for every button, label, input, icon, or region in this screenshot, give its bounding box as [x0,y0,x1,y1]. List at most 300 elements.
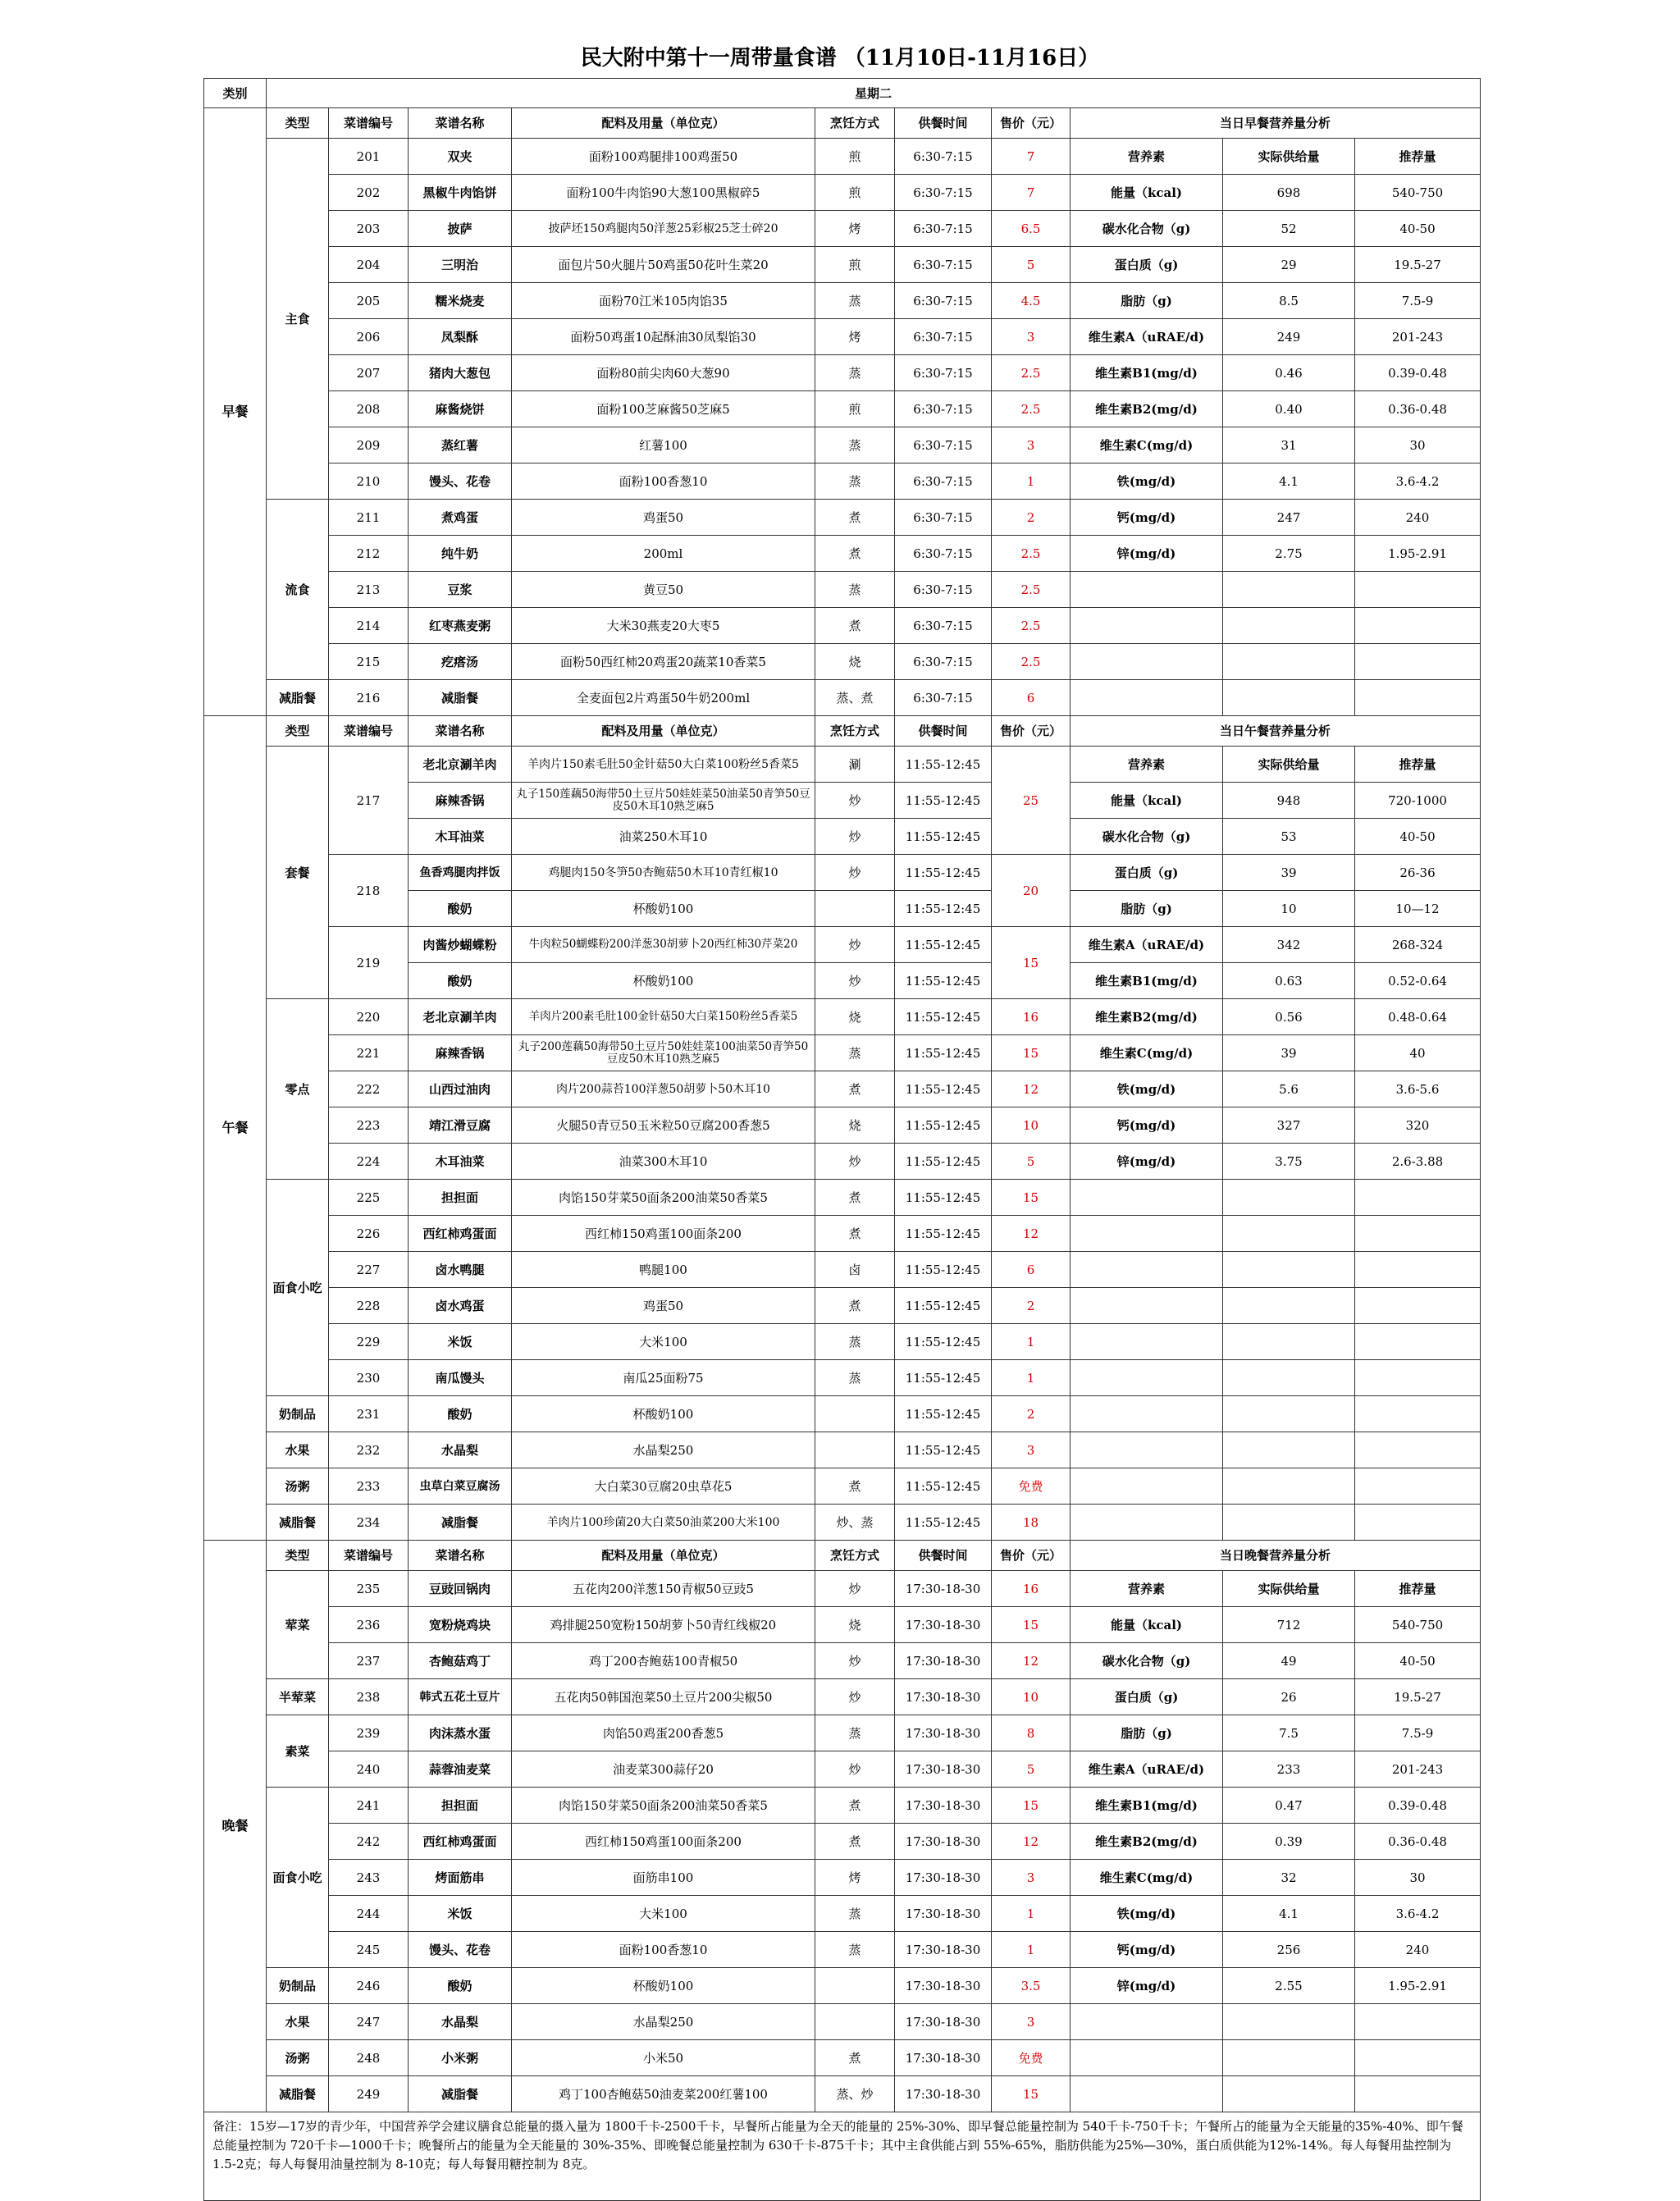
dish-name: 麻辣香锅 [409,1035,512,1071]
cooking-method: 煮 [815,608,895,644]
dish-name: 小米粥 [409,2040,512,2076]
dish-ingredients: 油菜250木耳10 [512,819,815,855]
serving-time: 6:30-7:15 [895,319,992,355]
table-row [204,999,1481,1035]
dish-ingredients: 南瓜25面粉75 [512,1360,815,1396]
dish-ingredients: 鸡排腿250宽粉150胡萝卜50青红线椒20 [512,1607,815,1643]
weekly-menu-table [203,78,1481,2201]
cooking-method: 煎 [815,139,895,175]
nutrient-actual: 31 [1223,427,1355,463]
nutrient-actual: 10 [1223,891,1355,927]
empty-cell [1071,1468,1223,1505]
serving-time: 11:55-12:45 [895,1252,992,1288]
col-header-method: 烹饪方式 [815,108,895,139]
nutrient-actual: 4.1 [1223,1896,1355,1932]
dish-ingredients: 西红柿150鸡蛋100面条200 [512,1216,815,1252]
empty-cell [1355,2076,1481,2112]
col-header-time: 供餐时间 [895,108,992,139]
dish-name: 豆浆 [409,572,512,608]
dish-price: 15 [992,1035,1071,1071]
dish-price: 1 [992,1896,1071,1932]
dish-name: 鱼香鸡腿肉拌饭 [409,855,512,891]
serving-time: 11:55-12:45 [895,999,992,1035]
nutrient-name: 维生素B2(mg/d) [1071,999,1223,1035]
nutrient-recommended: 40-50 [1355,211,1481,247]
dish-name: 纯牛奶 [409,536,512,572]
nutrient-name: 碳水化合物（g) [1071,819,1223,855]
cooking-method: 炒 [815,783,895,819]
nutrient-actual: 256 [1223,1932,1355,1968]
dish-ingredients: 面粉100鸡腿排100鸡蛋50 [512,139,815,175]
dish-ingredients: 大米30燕麦20大枣5 [512,608,815,644]
dish-ingredients: 肉馅150芽菜50面条200油菜50香菜5 [512,1788,815,1824]
cooking-method: 煎 [815,391,895,427]
empty-cell [1355,680,1481,716]
dish-code: 214 [329,608,409,644]
cooking-method: 煮 [815,1216,895,1252]
dish-ingredients: 火腿50青豆50玉米粒50豆腐200香葱5 [512,1107,815,1144]
dish-ingredients: 大米100 [512,1896,815,1932]
nutrient-actual: 26 [1223,1679,1355,1715]
group-type: 套餐 [267,747,329,999]
dish-code: 241 [329,1788,409,1824]
dish-code: 226 [329,1216,409,1252]
nutrient-actual: 39 [1223,1035,1355,1071]
cooking-method: 炒 [815,963,895,999]
empty-cell [1223,1324,1355,1360]
cooking-method: 蒸 [815,1896,895,1932]
col-header-method: 烹饪方式 [815,1541,895,1571]
nutrient-recommended: 3.6-4.2 [1355,1896,1481,1932]
nutrient-actual: 52 [1223,211,1355,247]
cooking-method: 蒸、炒 [815,2076,895,2112]
dish-code: 208 [329,391,409,427]
dish-name: 酸奶 [409,891,512,927]
cooking-method: 煮 [815,1288,895,1324]
dish-name: 西红柿鸡蛋面 [409,1824,512,1860]
dish-code: 223 [329,1107,409,1144]
nutrient-name: 钙(mg/d) [1071,1107,1223,1144]
table-row [204,1571,1481,1607]
serving-time: 17:30-18-30 [895,1607,992,1643]
nutrient-recommended: 540-750 [1355,175,1481,211]
empty-cell [1071,608,1223,644]
dish-ingredients: 200ml [512,536,815,572]
nutrient-recommended: 201-243 [1355,1751,1481,1788]
dish-code: 232 [329,1432,409,1468]
group-type: 水果 [267,1432,329,1468]
serving-time: 17:30-18-30 [895,1643,992,1679]
empty-cell [1355,1252,1481,1288]
dish-ingredients: 黄豆50 [512,572,815,608]
dish-ingredients: 牛肉粒50蝴蝶粉200洋葱30胡萝卜20西红柿30芹菜20 [512,927,815,963]
nutrient-recommended: 10—12 [1355,891,1481,927]
dish-ingredients: 鸡丁100杏鲍菇50油麦菜200红薯100 [512,2076,815,2112]
col-header-price: 售价（元） [992,108,1071,139]
table-row [204,1679,1481,1715]
table-row [204,1715,1481,1751]
nutrient-recommended: 0.39-0.48 [1355,1788,1481,1824]
dish-code: 206 [329,319,409,355]
dish-price: 6.5 [992,211,1071,247]
group-type: 荤菜 [267,1571,329,1679]
serving-time: 17:30-18-30 [895,2004,992,2040]
nutrient-actual: 49 [1223,1643,1355,1679]
nutrient-name: 蛋白质（g) [1071,855,1223,891]
dish-name: 酸奶 [409,963,512,999]
empty-cell [1071,1505,1223,1541]
dish-name: 韩式五花土豆片 [409,1679,512,1715]
dish-name: 双夹 [409,139,512,175]
dish-ingredients: 五花肉200洋葱150青椒50豆豉5 [512,1571,815,1607]
nutrient-recommended: 3.6-4.2 [1355,463,1481,500]
dish-name: 麻酱烧饼 [409,391,512,427]
nutrient-recommended: 40-50 [1355,1643,1481,1679]
table-row [204,1607,1481,1643]
serving-time: 11:55-12:45 [895,1035,992,1071]
dish-ingredients: 肉馅150芽菜50面条200油菜50香菜5 [512,1180,815,1216]
empty-cell [1071,1288,1223,1324]
cooking-method: 煮 [815,1788,895,1824]
cooking-method [815,1968,895,2004]
nutrient-recommended: 0.39-0.48 [1355,355,1481,391]
nutrient-recommended: 720-1000 [1355,783,1481,819]
nutrient-name: 维生素B2(mg/d) [1071,1824,1223,1860]
col-header-type: 类型 [267,1541,329,1571]
dish-price: 2.5 [992,536,1071,572]
dish-name: 肉酱炒蝴蝶粉 [409,927,512,963]
dish-price: 2 [992,500,1071,536]
dish-code: 211 [329,500,409,536]
dish-name: 馒头、花卷 [409,1932,512,1968]
dish-code: 212 [329,536,409,572]
nutrient-name: 维生素C(mg/d) [1071,427,1223,463]
dish-price: 3.5 [992,1968,1071,2004]
dish-ingredients: 丸子200莲藕50海带50土豆片50娃娃菜100油菜50青笋50豆皮50木耳10熟芝麻5 [512,1035,815,1071]
dish-ingredients: 面粉100香葱10 [512,1932,815,1968]
col-header-ingredients: 配料及用量（单位克） [512,1541,815,1571]
serving-time: 17:30-18-30 [895,1571,992,1607]
nutrient-recommended: 1.95-2.91 [1355,536,1481,572]
dish-name: 烤面筋串 [409,1860,512,1896]
dish-name: 减脂餐 [409,680,512,716]
nutrient-name: 维生素A（uRAE/d) [1071,1751,1223,1788]
dish-code: 245 [329,1932,409,1968]
cooking-method: 蒸 [815,463,895,500]
dish-code: 233 [329,1468,409,1505]
nutrient-recommended: 1.95-2.91 [1355,1968,1481,2004]
serving-time: 6:30-7:15 [895,355,992,391]
serving-time: 11:55-12:45 [895,891,992,927]
serving-time: 6:30-7:15 [895,211,992,247]
table-row [204,1396,1481,1432]
empty-cell [1071,644,1223,680]
nutrient-name: 钙(mg/d) [1071,500,1223,536]
dish-code: 220 [329,999,409,1035]
table-row [204,1788,1481,1824]
cooking-method: 炒 [815,855,895,891]
dish-code: 248 [329,2040,409,2076]
empty-cell [1355,1396,1481,1432]
group-type: 奶制品 [267,1968,329,2004]
dish-price: 10 [992,1107,1071,1144]
empty-cell [1223,1432,1355,1468]
dish-ingredients: 面粉100牛肉馅90大葱100黑椒碎5 [512,175,815,211]
serving-time: 11:55-12:45 [895,963,992,999]
cooking-method: 蒸、煮 [815,680,895,716]
serving-time: 6:30-7:15 [895,175,992,211]
nutrition-header-actual: 实际供给量 [1223,139,1355,175]
empty-cell [1071,1216,1223,1252]
table-row [204,747,1481,783]
empty-cell [1223,2040,1355,2076]
dish-name: 馒头、花卷 [409,463,512,500]
table-row [204,427,1481,463]
dish-code: 243 [329,1860,409,1896]
cooking-method [815,891,895,927]
dish-price: 2.5 [992,355,1071,391]
nutrient-recommended: 240 [1355,1932,1481,1968]
cooking-method: 煮 [815,1071,895,1107]
empty-cell [1071,1180,1223,1216]
dish-name: 杏鲍菇鸡丁 [409,1643,512,1679]
serving-time: 11:55-12:45 [895,927,992,963]
nutrient-recommended: 7.5-9 [1355,1715,1481,1751]
dish-ingredients: 面筋串100 [512,1860,815,1896]
dish-price: 16 [992,999,1071,1035]
nutrient-recommended: 0.52-0.64 [1355,963,1481,999]
serving-time: 6:30-7:15 [895,427,992,463]
nutrient-recommended: 540-750 [1355,1607,1481,1643]
nutrient-name: 锌(mg/d) [1071,1144,1223,1180]
nutrition-header-recommended: 推荐量 [1355,1571,1481,1607]
dish-ingredients: 面粉80前尖肉60大葱90 [512,355,815,391]
dish-price: 15 [992,1180,1071,1216]
dish-name: 豆豉回锅肉 [409,1571,512,1607]
cooking-method: 烤 [815,211,895,247]
empty-cell [1355,1180,1481,1216]
cooking-method: 蒸 [815,355,895,391]
dish-price: 1 [992,463,1071,500]
table-row [204,2004,1481,2040]
dish-ingredients: 杯酸奶100 [512,963,815,999]
meal-label: 晚餐 [204,1541,267,2112]
dish-ingredients: 油麦菜300蒜仔20 [512,1751,815,1788]
nutrient-actual: 233 [1223,1751,1355,1788]
nutrient-actual: 7.5 [1223,1715,1355,1751]
col-header-time: 供餐时间 [895,716,992,747]
dish-code: 218 [329,855,409,927]
dish-ingredients: 面粉50西红柿20鸡蛋20蔬菜10香菜5 [512,644,815,680]
empty-cell [1071,680,1223,716]
dish-ingredients: 面包片50火腿片50鸡蛋50花叶生菜20 [512,247,815,283]
dish-name: 卤水鸭腿 [409,1252,512,1288]
group-type: 零点 [267,999,329,1180]
col-header-method: 烹饪方式 [815,716,895,747]
table-row [204,1216,1481,1252]
dish-code: 247 [329,2004,409,2040]
nutrient-recommended: 201-243 [1355,319,1481,355]
nutrient-actual: 5.6 [1223,1071,1355,1107]
dish-price: 3 [992,1432,1071,1468]
nutrient-actual: 948 [1223,783,1355,819]
cooking-method [815,1396,895,1432]
dish-code: 244 [329,1896,409,1932]
table-row [204,2040,1481,2076]
dish-name: 凤梨酥 [409,319,512,355]
serving-time: 11:55-12:45 [895,1216,992,1252]
nutrition-header-nutrient: 营养素 [1071,139,1223,175]
dish-name: 老北京涮羊肉 [409,999,512,1035]
nutrient-recommended: 320 [1355,1107,1481,1144]
group-type: 素菜 [267,1715,329,1788]
serving-time: 6:30-7:15 [895,572,992,608]
group-type: 奶制品 [267,1396,329,1432]
col-header-time: 供餐时间 [895,1541,992,1571]
serving-time: 11:55-12:45 [895,747,992,783]
dish-name: 米饭 [409,1896,512,1932]
dish-price: 7 [992,139,1071,175]
dish-ingredients: 油菜300木耳10 [512,1144,815,1180]
dish-name: 肉沫蒸水蛋 [409,1715,512,1751]
dish-price: 16 [992,1571,1071,1607]
nutrient-recommended: 30 [1355,427,1481,463]
meal-label: 午餐 [204,716,267,1541]
nutrient-name: 蛋白质（g) [1071,1679,1223,1715]
dish-name: 担担面 [409,1788,512,1824]
dish-ingredients: 杯酸奶100 [512,1968,815,2004]
dish-ingredients: 面粉50鸡蛋10起酥油30凤梨馅30 [512,319,815,355]
dish-code: 205 [329,283,409,319]
dish-price: 免费 [992,2040,1071,2076]
dish-code: 222 [329,1071,409,1107]
nutrition-analysis-title: 当日晚餐营养量分析 [1071,1541,1481,1571]
dish-code: 202 [329,175,409,211]
table-row [204,1071,1481,1107]
empty-cell [1223,1396,1355,1432]
dish-ingredients: 肉片200蒜苔100洋葱50胡萝卜50木耳10 [512,1071,815,1107]
nutrient-actual: 29 [1223,247,1355,283]
dish-code: 231 [329,1396,409,1432]
table-row [204,2112,1481,2201]
cooking-method: 卤 [815,1252,895,1288]
nutrient-name: 铁(mg/d) [1071,1896,1223,1932]
nutrient-actual: 32 [1223,1860,1355,1896]
serving-time: 6:30-7:15 [895,680,992,716]
serving-time: 17:30-18-30 [895,2076,992,2112]
nutrient-name: 碳水化合物（g) [1071,1643,1223,1679]
nutrient-name: 维生素A（uRAE/d) [1071,927,1223,963]
nutrient-actual: 53 [1223,819,1355,855]
nutrient-recommended: 0.36-0.48 [1355,1824,1481,1860]
nutrient-name: 能量（kcal) [1071,783,1223,819]
dish-ingredients: 面粉100香葱10 [512,463,815,500]
nutrient-name: 维生素C(mg/d) [1071,1035,1223,1071]
serving-time: 17:30-18-30 [895,1824,992,1860]
dish-code: 234 [329,1505,409,1541]
serving-time: 11:55-12:45 [895,783,992,819]
nutrient-recommended: 0.48-0.64 [1355,999,1481,1035]
dish-price: 2.5 [992,572,1071,608]
cooking-method: 烧 [815,1607,895,1643]
serving-time: 11:55-12:45 [895,1071,992,1107]
dish-price: 6 [992,680,1071,716]
group-type: 汤粥 [267,1468,329,1505]
dish-code: 246 [329,1968,409,2004]
nutrient-actual: 4.1 [1223,463,1355,500]
dish-price: 15 [992,1788,1071,1824]
col-header-name: 菜谱名称 [409,1541,512,1571]
cooking-method: 煎 [815,247,895,283]
empty-cell [1071,2004,1223,2040]
dish-code: 207 [329,355,409,391]
dish-code: 215 [329,644,409,680]
cooking-method: 煮 [815,1180,895,1216]
dish-price: 1 [992,1324,1071,1360]
group-type: 减脂餐 [267,680,329,716]
dish-price: 免费 [992,1468,1071,1505]
nutrient-actual: 0.46 [1223,355,1355,391]
dish-price: 3 [992,2004,1071,2040]
cooking-method: 炒 [815,1751,895,1788]
dish-name: 三明治 [409,247,512,283]
cooking-method: 蒸 [815,572,895,608]
nutrition-header-recommended: 推荐量 [1355,139,1481,175]
dish-price: 3 [992,427,1071,463]
empty-cell [1355,1216,1481,1252]
serving-time: 6:30-7:15 [895,283,992,319]
serving-time: 11:55-12:45 [895,1324,992,1360]
cooking-method: 蒸 [815,1035,895,1071]
dish-name: 酸奶 [409,1396,512,1432]
table-row [204,1035,1481,1071]
cooking-method: 烤 [815,1860,895,1896]
group-type: 汤粥 [267,2040,329,2076]
group-type: 半荤菜 [267,1679,329,1715]
serving-time: 17:30-18-30 [895,1896,992,1932]
serving-time: 17:30-18-30 [895,1788,992,1824]
dish-name: 水晶梨 [409,2004,512,2040]
nutrient-actual: 0.47 [1223,1788,1355,1824]
dish-ingredients: 红薯100 [512,427,815,463]
table-row [204,1432,1481,1468]
dish-name: 减脂餐 [409,1505,512,1541]
table-row [204,1144,1481,1180]
empty-cell [1355,1432,1481,1468]
dish-price: 18 [992,1505,1071,1541]
cooking-method: 煮 [815,500,895,536]
dish-code: 210 [329,463,409,500]
col-header-code: 菜谱编号 [329,1541,409,1571]
empty-cell [1223,1288,1355,1324]
dish-code: 242 [329,1824,409,1860]
nutrient-name: 能量（kcal) [1071,1607,1223,1643]
dish-name: 卤水鸡蛋 [409,1288,512,1324]
combo-price: 20 [992,855,1071,927]
serving-time: 17:30-18-30 [895,1932,992,1968]
nutrient-recommended: 0.36-0.48 [1355,391,1481,427]
table-row [204,855,1481,891]
dish-price: 3 [992,319,1071,355]
table-row [204,1751,1481,1788]
empty-cell [1223,1216,1355,1252]
table-row [204,1896,1481,1932]
serving-time: 11:55-12:45 [895,855,992,891]
dish-price: 15 [992,1607,1071,1643]
empty-cell [1355,572,1481,608]
serving-time: 17:30-18-30 [895,1968,992,2004]
dish-ingredients: 全麦面包2片鸡蛋50牛奶200ml [512,680,815,716]
